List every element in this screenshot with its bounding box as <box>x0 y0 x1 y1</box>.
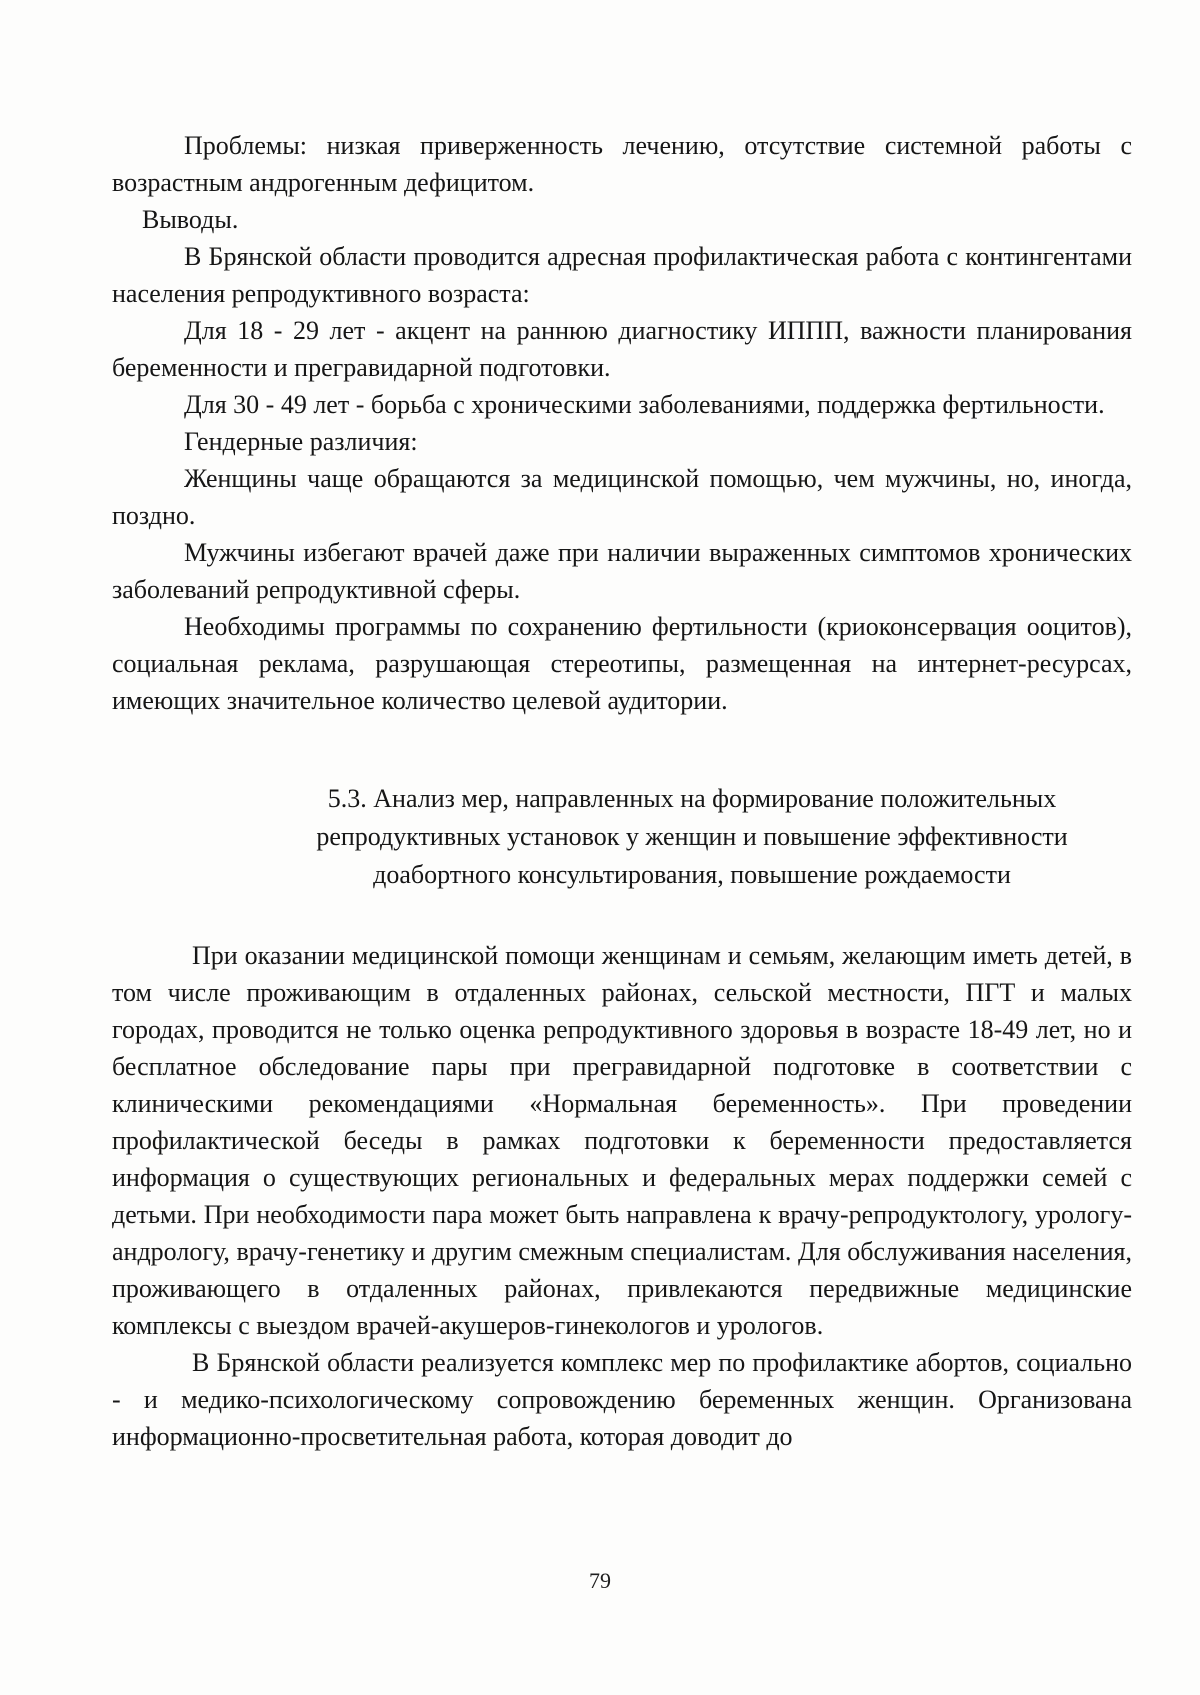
paragraph-problems: Проблемы: низкая приверженность лечению, отсутствие системной работы с возрастным андрогенным дефицитом. <box>112 131 1132 197</box>
paragraph-age-18-29: Для 18 - 29 лет - акцент на раннюю диагностику ИППП, важности планирования беременности и прегравидарной подготовки. <box>112 316 1132 382</box>
paragraph-abortion-prevention: В Брянской области реализуется комплекс мер по профилактике абортов, социально - и медико-психологическому сопровождению беременных женщин. Организована информационно-просветительная работа, которая доводит до <box>112 1348 1132 1451</box>
paragraph-targeted-work: В Брянской области проводится адресная профилактическая работа с контингентами населения репродуктивного возраста: <box>112 242 1132 308</box>
section-heading-line: доабортного консультирования, повышение рождаемости <box>373 860 1011 889</box>
paragraph-men: Мужчины избегают врачей даже при наличии выраженных симптомов хронических заболеваний репродуктивной сферы. <box>112 538 1132 604</box>
section-body <box>112 937 1132 1455</box>
page-body <box>112 127 1132 1455</box>
section-heading-line: 5.3. Анализ мер, направленных на формирование положительных <box>327 784 1057 813</box>
paragraph-age-30-49: Для 30 - 49 лет - борьба с хроническими заболеваниями, поддержка фертильности. <box>184 390 1105 419</box>
section-heading <box>112 780 1132 894</box>
page-number: 79 <box>589 1568 611 1593</box>
paragraph-programs: Необходимы программы по сохранению фертильности (криоконсервация ооцитов), социальная реклама, разрушающая стереотипы, размещенная на интернет-ресурсах, имеющих значительное количество целевой аудитории. <box>112 612 1132 715</box>
paragraph-conclusions-label: Выводы. <box>142 205 239 234</box>
section-heading-line: репродуктивных установок у женщин и повышение эффективности <box>316 822 1068 851</box>
paragraph-women: Женщины чаще обращаются за медицинской помощью, чем мужчины, но, иногда, поздно. <box>112 464 1132 530</box>
paragraph-medical-care: При оказании медицинской помощи женщинам и семьям, желающим иметь детей, в том числе проживающим в отдаленных районах, сельской местности, ПГТ и малых городах, проводится не только оценка репродуктивного здоровья в возрасте 18-49 лет, но и бесплатное обследование пары при прегравидарной подготовке в соответствии с клиническими рекомендациями «Нормальная беременность». При проведении профилактической беседы в рамках подготовки к беременности предоставляется информация о существующих региональных и федеральных мерах поддержки семей с детьми. При необходимости пара может быть направлена к врачу-репродуктологу, урологу-андрологу, врачу-генетику и другим смежным специалистам. Для обслуживания населения, проживающего в отдаленных районах, привлекаются передвижные медицинские комплексы с выездом врачей-акушеров-гинекологов и урологов. <box>112 941 1132 1340</box>
paragraph-gender-label: Гендерные различия: <box>184 427 418 456</box>
